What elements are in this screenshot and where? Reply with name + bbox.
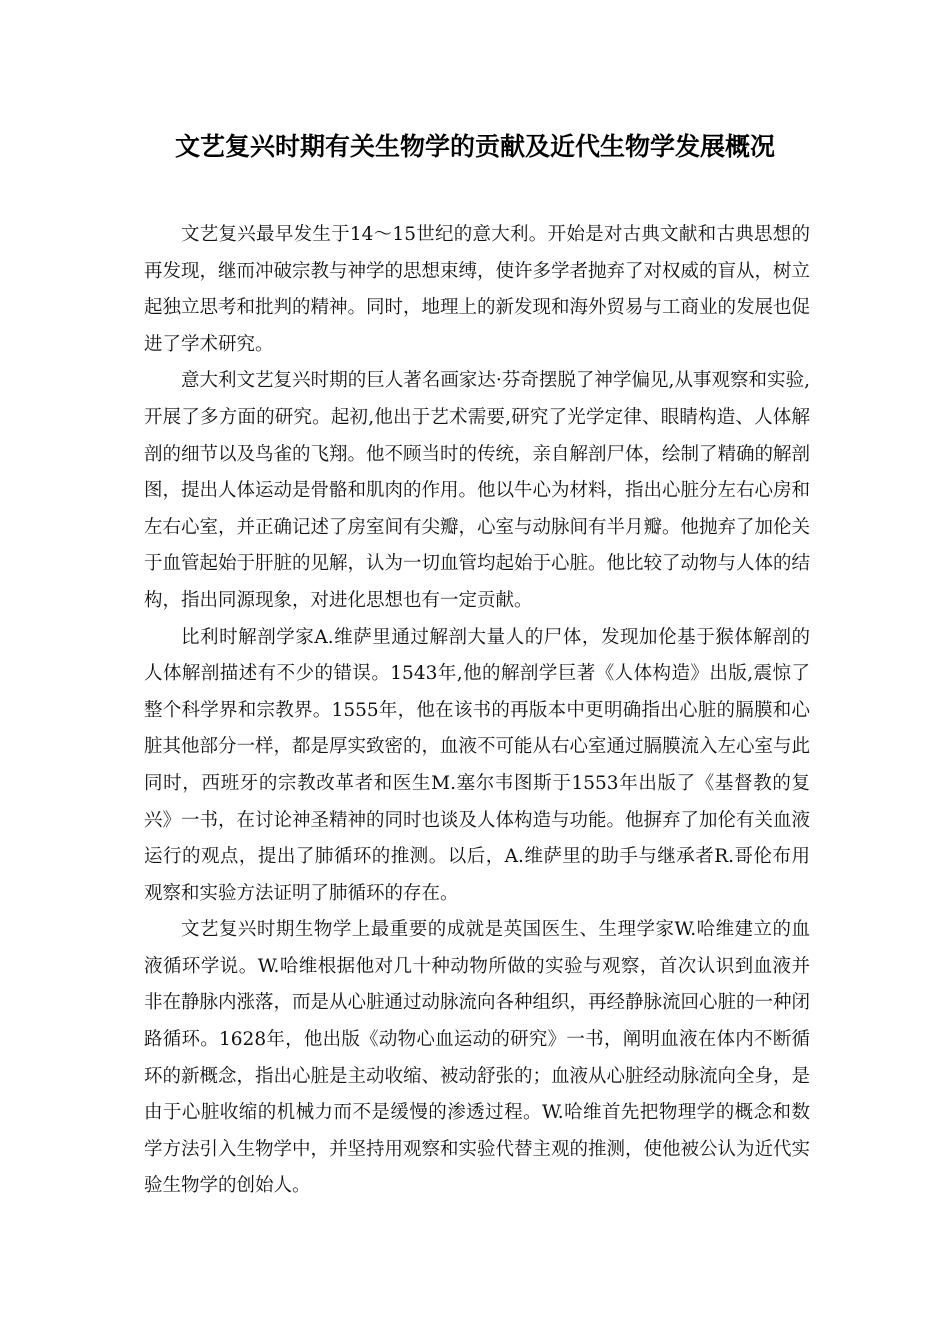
paragraph-4: 文艺复兴时期生物学上最重要的成就是英国医生、生理学家W.哈维建立的血液循环学说。W.哈维根据他对几十种动物所做的实验与观察，首次认识到血液并非在静脉内涨落，而是从心脏通过动脉流向各种组织，再经静脉流回心脏的一种闭路循环。1628年，他出版《动物心血运动的研究》一书，阐明血液在体内不断循环的新概念，指出心脏是主动收缩、被动舒张的；血液从心脏经动脉流向全身，是由于心脏收缩的机械力而不是缓慢的渗透过程。W.哈维首先把物理学的概念和数学方法引入生物学中，并坚持用观察和实验代替主观的推测，使他被公认为近代实验生物学的创始人。 (144, 919, 811, 1197)
document-body (144, 217, 810, 1205)
paragraph-1: 文艺复兴最早发生于14～15世纪的意大利。开始是对古典文献和古典思想的再发现，继而冲破宗教与神学的思想束缚，使许多学者抛弃了对权威的盲从，树立起独立思考和批判的精神。同时，地理上的新发现和海外贸易与工商业的发展也促进了学术研究。 (144, 224, 811, 355)
page-title: 文艺复兴时期有关生物学的贡献及近代生物学发展概况 (174, 132, 775, 161)
paragraph-3: 比利时解剖学家A.维萨里通过解剖大量人的尸体，发现加伦基于猴体解剖的人体解剖描述有不少的错误。1543年,他的解剖学巨著《人体构造》出版,震惊了整个科学界和宗教界。1555年，他在该书的再版本中更明确指出心脏的膈膜和心脏其他部分一样，都是厚实致密的，血液不可能从右心室通过膈膜流入左心室与此同时，西班牙的宗教改革者和医生M.塞尔韦图斯于1553年出版了《基督教的复兴》一书，在讨论神圣精神的同时也谈及人体构造与功能。他摒弃了加伦有关血液运行的观点，提出了肺循环的推测。以后，A.维萨里的助手与继承者R.哥伦布用观察和实验方法证明了肺循环的存在。 (144, 626, 811, 904)
paragraph-2: 意大利文艺复兴时期的巨人著名画家达·芬奇摆脱了神学偏见,从事观察和实验,开展了多方面的研究。起初,他出于艺术需要,研究了光学定律、眼睛构造、人体解剖的细节以及鸟雀的飞翔。他不顾当时的传统，亲自解剖尸体，绘制了精确的解剖图，提出人体运动是骨骼和肌肉的作用。他以牛心为材料，指出心脏分左右心房和左右心室，并正确记述了房室间有尖瓣，心室与动脉间有半月瓣。他抛弃了加伦关于血管起始于肝脏的见解，认为一切血管均起始于心脏。他比较了动物与人体的结构，指出同源现象，对进化思想也有一定贡献。 (144, 370, 811, 611)
